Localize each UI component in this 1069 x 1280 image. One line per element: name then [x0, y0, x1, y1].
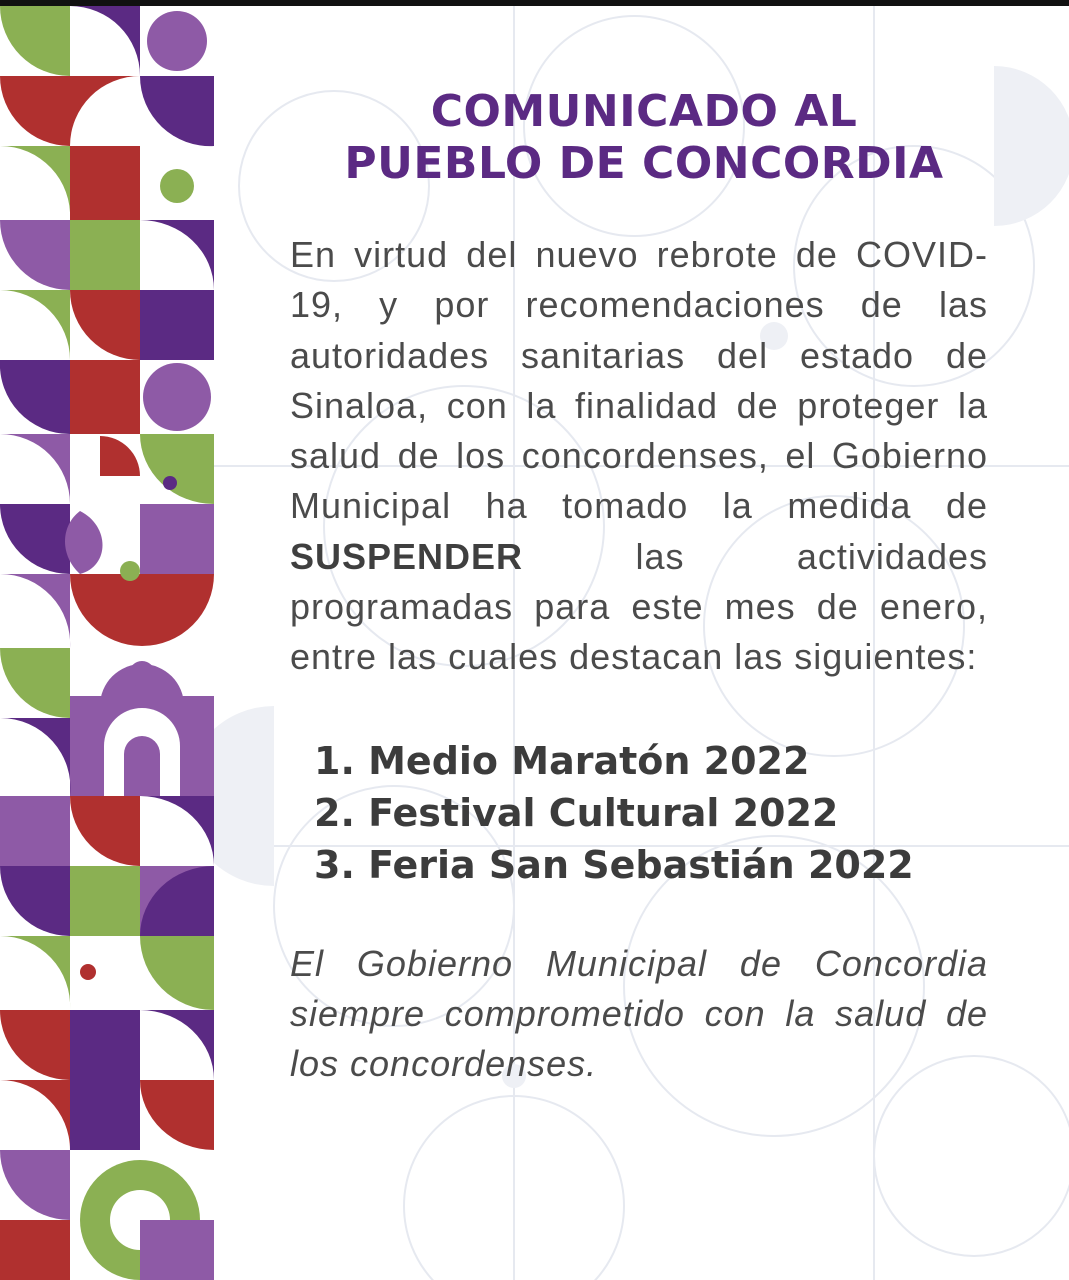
list-item: 3. Feria San Sebastián 2022: [314, 842, 914, 887]
decorative-pattern-strip: [0, 6, 214, 1280]
announcement-body: [290, 230, 988, 683]
body-rest: las actividades programadas para este mes de enero, entre las cuales destacan las siguientes:: [290, 535, 988, 678]
list-item: 2. Festival Cultural 2022: [314, 790, 839, 835]
suspended-events-list: [314, 735, 988, 891]
body-intro: En virtud del nuevo rebrote de COVID-19, y por recomendaciones de las autoridades sanitarias del estado de Sinaloa, con la finalidad de proteger la salud de los concordenses, el Gobierno Municipal ha tomado la medida de: [290, 234, 988, 527]
list-item: 1. Medio Maratón 2022: [314, 738, 810, 783]
body-emphasis: SUSPENDER: [290, 535, 524, 577]
title-line-2: PUEBLO DE CONCORDIA: [344, 138, 944, 189]
title-line-1: COMUNICADO AL: [430, 86, 858, 137]
page-title: [290, 86, 988, 190]
closing-statement: El Gobierno Municipal de Concordia siempre comprometido con la salud de los concordenses.: [290, 942, 988, 1084]
announcement-content: [290, 86, 988, 1089]
